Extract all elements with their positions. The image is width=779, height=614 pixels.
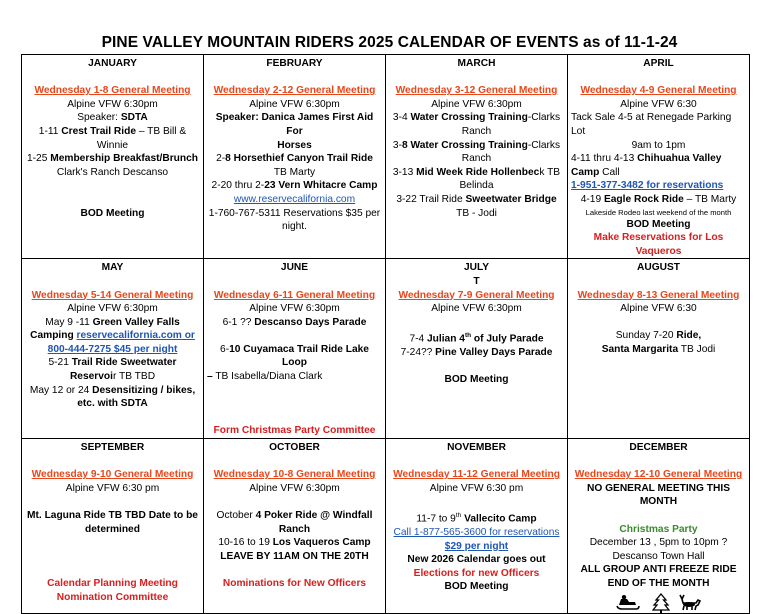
christmas-party: Christmas Party [619, 523, 698, 535]
event-line: Alpine VFW 6:30pm [431, 303, 522, 315]
event-line: Alpine VFW 6:30 pm [429, 482, 524, 494]
event-line: 11-7 to 9th Vallecito Camp [416, 512, 537, 525]
event-line: Alpine VFW 6:30pm [249, 482, 340, 494]
event-line: Speaker: Danica James First Aid For [215, 112, 374, 137]
planning-meeting-note: Calendar Planning Meeting [47, 577, 178, 589]
month-header: AUGUST [636, 262, 680, 274]
bod-meeting: BOD Meeting [626, 218, 691, 230]
event-line: October 4 Poker Ride @ Windfall [216, 510, 373, 521]
page-title: PINE VALLEY MOUNTAIN RIDERS 2025 CALENDAR OF EVENTS as of 11-1-24 [101, 34, 678, 51]
bod-meeting: BOD Meeting [80, 207, 145, 219]
nominations-note: Nominations for New Officers [222, 577, 367, 589]
event-line: 9am to 1pm [631, 139, 686, 151]
christmas-clipart [571, 593, 746, 613]
event-line: Santa Margarita TB Jodi [601, 343, 716, 355]
month-header: NOVEMBER [447, 442, 506, 454]
general-meeting: Wednesday 1-8 General Meeting [34, 85, 191, 97]
event-line: 4-19 Eagle Rock Ride – TB Marty [580, 193, 737, 205]
month-cell-december [568, 439, 750, 614]
general-meeting: Wednesday 12-10 General Meeting [574, 469, 743, 481]
month-cell-september [22, 439, 204, 614]
event-line: May 9 -11 Green Valley Falls [45, 316, 180, 328]
event-line: 7-4 Julian 4th of July Parade [409, 332, 544, 345]
general-meeting: Wednesday 11-12 General Meeting [393, 469, 560, 481]
reservation-link[interactable]: www.reservecalifornia.com [233, 193, 356, 205]
event-line: LEAVE BY 11AM ON THE 20TH [220, 550, 369, 562]
event-line: ALL GROUP ANTI FREEZE RIDE [580, 564, 737, 576]
general-meeting: Wednesday 5-14 General Meeting [31, 289, 194, 301]
event-line: Alpine VFW 6:30pm [431, 98, 522, 110]
event-line: Alpine VFW 6:30 [620, 98, 697, 110]
event-line: New 2026 Calendar goes out [407, 554, 546, 566]
event-note: Lakeside Rodeo last weekend of the month [585, 207, 732, 217]
event-line: Winnie [96, 139, 129, 151]
event-line: 10-16 to 19 Los Vaqueros Camp [218, 537, 371, 549]
event-line: Descanso Town Hall [612, 550, 705, 562]
event-line: May 12 or 24 Desensitizing / bikes, [29, 384, 196, 396]
event-line: etc. with SDTA [77, 398, 148, 410]
event-line: Ranch [278, 523, 311, 535]
event-line: 7-24?? Pine Valley Days Parade [400, 347, 553, 359]
event-line: Lot [571, 125, 586, 137]
event-line: END OF THE MONTH [607, 577, 710, 589]
reservation-link[interactable]: reservecalifornia.com or [76, 330, 195, 342]
event-line: 1-760-767-5311 Reservations $35 per [208, 207, 381, 219]
event-line: Mt. Laguna Ride TB TBD Date to be [27, 510, 198, 521]
event-line: Sunday 7-20 Ride, [615, 330, 702, 342]
month-header: OCTOBER [269, 442, 320, 454]
event-line: TB - Jodi [456, 207, 497, 219]
month-header: JUNE [280, 262, 309, 274]
month-header: APRIL [643, 58, 674, 69]
event-line: 4-11 thru 4-13 Chihuahua Valley [571, 153, 722, 165]
month-header: FEBRUARY [266, 58, 323, 69]
event-line: – TB Isabella/Diana Clark [207, 371, 323, 383]
event-line: Ranch [461, 125, 492, 137]
price-link[interactable]: $29 per night [444, 540, 509, 552]
tree-icon [652, 593, 670, 613]
event-line: Belinda [459, 180, 494, 192]
month-cell-april [568, 55, 750, 259]
general-meeting: Wednesday 2-12 General Meeting [213, 85, 376, 97]
event-line: Speaker: SDTA [77, 112, 148, 124]
general-meeting: Wednesday 9-10 General Meeting [31, 469, 194, 481]
event-line: Alpine VFW 6:30pm [249, 303, 340, 315]
event-line: Alpine VFW 6:30pm [67, 98, 158, 110]
general-meeting: Wednesday 10-8 General Meeting [213, 469, 376, 481]
event-line: December 13 , 5pm to 10pm ? [589, 537, 728, 549]
general-meeting: Wednesday 8-13 General Meeting [577, 289, 740, 301]
event-line: Camp Call [571, 166, 620, 178]
month-cell-january [22, 55, 204, 259]
month-cell-march [386, 55, 568, 259]
event-line: Reservoir TB TBD [69, 371, 156, 383]
month-header: MARCH [457, 58, 496, 69]
month-cell-february [204, 55, 386, 259]
reindeer-icon [678, 594, 702, 612]
event-line: Alpine VFW 6:30 pm [65, 482, 160, 494]
event-line: Tack Sale 4-5 at Renegade Parking [571, 112, 732, 124]
event-line: Camping reservecalifornia.com or [30, 330, 195, 342]
month-cell-july [386, 259, 568, 439]
bod-meeting: BOD Meeting [444, 581, 509, 593]
event-line: 2-8 Horsethief Canyon Trail Ride [216, 153, 373, 165]
event-line: Clark's Ranch Descanso [56, 166, 169, 178]
event-line: NO GENERAL MEETING THIS MONTH [586, 482, 730, 508]
reservation-reminder: Make Reservations for Los Vaqueros [593, 232, 724, 257]
event-line: 5-21 Trail Ride Sweetwater [48, 357, 177, 369]
elections-note: Elections for new Officers [413, 567, 540, 579]
event-line: Alpine VFW 6:30pm [249, 98, 340, 110]
reservation-phone-link[interactable]: 1-951-377-3482 for reservations [571, 180, 724, 192]
month-mark: T [473, 275, 480, 287]
bod-meeting: BOD Meeting [444, 374, 509, 386]
event-line: Alpine VFW 6:30pm [67, 303, 158, 315]
event-line: 3-8 Water Crossing Training-Clarks [392, 139, 561, 151]
reservation-phone-link[interactable]: Call 1-877-565-3600 for reservations [393, 526, 560, 538]
general-meeting: Wednesday 4-9 General Meeting [580, 85, 737, 97]
event-line: 3-22 Trail Ride Sweetwater Bridge [396, 193, 557, 205]
event-line: 1-25 Membership Breakfast/Brunch [27, 153, 198, 165]
event-line: TB Marty [273, 166, 316, 178]
general-meeting: Wednesday 3-12 General Meeting [395, 85, 558, 97]
event-line: 2-20 thru 2-23 Vern Whitacre Camp [211, 180, 378, 192]
month-cell-october [204, 439, 386, 614]
reservation-phone-link[interactable]: 800-444-7275 $45 per night [47, 343, 178, 355]
month-header: JANUARY [88, 58, 137, 69]
event-line: 3-4 Water Crossing Training-Clarks [392, 112, 561, 124]
month-cell-may [22, 259, 204, 439]
event-line: determined [85, 523, 140, 535]
general-meeting: Wednesday 7-9 General Meeting [398, 289, 555, 301]
month-header: JULY [463, 262, 490, 274]
event-line: night. [282, 221, 307, 233]
event-line: 1-11 Crest Trail Ride – TB Bill & [38, 125, 187, 137]
event-line: 6-10 Cuyamaca Trail Ride Lake Loop [220, 343, 369, 369]
event-line: Ranch [461, 153, 492, 165]
sleigh-icon [615, 594, 641, 612]
event-line: Alpine VFW 6:30 [620, 303, 697, 315]
month-header: MAY [101, 262, 124, 274]
event-line: Horses [277, 139, 312, 151]
month-header: DECEMBER [629, 442, 688, 454]
general-meeting: Wednesday 6-11 General Meeting [213, 289, 376, 301]
month-cell-june [204, 259, 386, 439]
event-line: 6-1 ?? Descanso Days Parade [222, 316, 367, 328]
month-cell-august [568, 259, 750, 439]
christmas-committee-note: Form Christmas Party Committee [213, 425, 376, 437]
month-cell-november [386, 439, 568, 614]
month-header: SEPTEMBER [80, 442, 145, 454]
nomination-committee-note: Nomination Committee [56, 591, 169, 603]
events-calendar [21, 54, 750, 614]
event-line: 3-13 Mid Week Ride Hollenbeck TB [392, 166, 561, 178]
